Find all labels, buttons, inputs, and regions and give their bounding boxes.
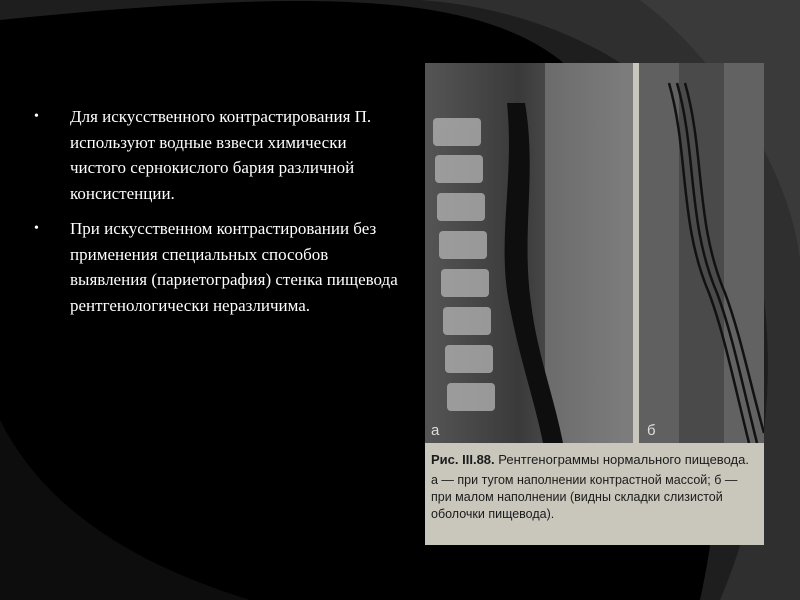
bullet-icon: • — [34, 221, 39, 236]
xray-panel-a — [425, 63, 633, 443]
bullet-text: Для искусственного контрастирования П. используют водные взвеси химически чистого сернокислого бария различной консистенции. — [70, 107, 372, 203]
xray-figure — [425, 63, 764, 545]
bullet-item — [34, 104, 404, 206]
caption-body: а — при тугом наполнении контрастной массой; б — при малом наполнении (видны складки слизистой оболочки пищевода). — [431, 473, 738, 521]
xray-panel-b — [639, 63, 764, 443]
bullet-icon: • — [34, 109, 39, 124]
figure-caption — [431, 451, 761, 523]
bullet-item — [34, 216, 404, 318]
caption-title: Рентгенограммы нормального пищевода. — [498, 452, 749, 467]
caption-ref: Рис. III.88. — [431, 452, 495, 467]
panel-a-label: а — [431, 422, 440, 439]
bullet-list — [34, 104, 404, 328]
panel-b-label: б — [647, 422, 656, 439]
bullet-text: При искусственном контрастировании без применения специальных способов выявления (париетография) стенка пищевода рентгенологически неразличима. — [70, 219, 398, 315]
